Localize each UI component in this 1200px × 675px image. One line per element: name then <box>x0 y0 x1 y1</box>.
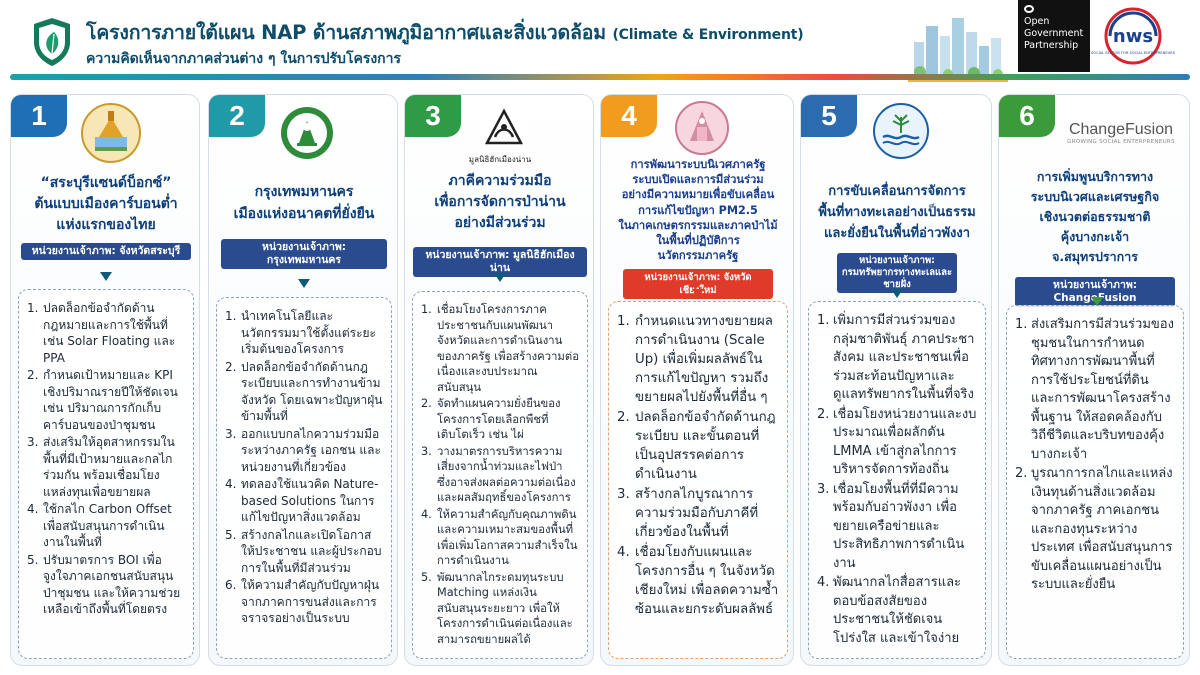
agency-line: หน่วยงานเจ้าภาพ: <box>859 255 935 266</box>
arrow-down-icon <box>692 289 704 298</box>
city-skyline-icon <box>908 12 1008 82</box>
card-title <box>215 181 393 225</box>
list-item: 2. เชื่อมโยงหน่วยงานและงบประมาณเพื่อผลักดัน LMMA เข้าสู่กลไกการบริหารจัดการท้องถิ่น <box>817 406 977 477</box>
card-number: 3 <box>405 95 461 137</box>
list-item: 4. ให้ความสำคัญกับคุณภาพดินและความเหมาะสมของพื้นที่ เพื่อเพิ่มโอกาสความสำเร็จในการดำเนินงาน <box>421 507 578 567</box>
list-item: 1. เชื่อมโยงโครงการภาคประชาชนกับแผนพัฒนาจังหวัดและการดำเนินงานของภาครัฐ เพื่อสร้างความต่อเนื่องและงบประมาณสนับสนุน <box>421 303 579 394</box>
card-title-line: การพัฒนาระบบนิเวศภาครัฐ <box>630 158 766 171</box>
agency-badge: หน่วยงานเจ้าภาพ: ChangeFusion <box>1015 277 1175 307</box>
list-item: 2. ปลดล็อกข้อจำกัดด้านกฎระเบียบและการทำงานข้ามจังหวัด โดยเฉพาะปัญหาฝุ่นข้ามพื้นที่ <box>225 359 383 423</box>
recommendation-list <box>608 301 788 659</box>
card-title-line: นวัตกรรมภาครัฐ <box>657 249 739 263</box>
page-subtitle: ความคิดเห็นจากภาคส่วนต่าง ๆ ในการปรับโครงการ <box>86 51 402 67</box>
list-item: 4. เชื่อมโยงกับแผนและโครงการอื่น ๆ ในจังหวัดเชียงใหม่ เพื่อลดความซ้ำซ้อนและยกระดับผลลัพธ์ <box>617 545 779 617</box>
card-title-line: เชิงนวตต่อธรรมชาติ <box>1039 209 1151 224</box>
card-number: 2 <box>209 95 265 137</box>
card-title-line: ในพื้นที่ปฏิบัติการ <box>656 234 740 248</box>
card-title-line: “สระบุรีแซนด์บ็อกซ์” <box>40 175 172 191</box>
header-divider <box>10 74 1190 80</box>
ogp-mark-icon <box>1024 5 1034 13</box>
recommendation-list <box>808 301 986 659</box>
arrow-down-icon <box>298 279 310 288</box>
arrow-down-icon <box>494 273 506 282</box>
card-title-line: ต้นแบบเมืองคาร์บอนต่ำ <box>34 196 178 212</box>
list-item: 4. ใช้กลไก Carbon Offset เพื่อสนับสนุนการดำเนินงานในพื้นที่ <box>27 502 172 549</box>
header <box>0 0 1200 88</box>
project-card-1 <box>10 94 200 666</box>
changefusion-logo-text: ChangeFusion <box>1068 121 1174 138</box>
card-title-line: ในภาคเกษตรกรรมและภาคป่าไม้ <box>618 218 778 232</box>
nws-logo-text: nws <box>1112 26 1154 47</box>
card-title-line: และยั่งยืนในพื้นที่อ่าวพังงา <box>823 226 971 241</box>
list-item: 6. ให้ความสำคัญกับปัญหาฝุ่นจากภาคการขนส่งและการจราจรอย่างเป็นระบบ <box>225 578 380 625</box>
bangkok-seal-icon <box>279 105 335 161</box>
list-item: 1. นำเทคโนโลยีและนวัตกรรมมาใช้ตั้งแต่ระยะเริ่มต้นของโครงการ <box>225 309 376 356</box>
card-title-line: ระบบเปิดและการมีส่วนร่วม <box>632 173 764 187</box>
card-title-line: เมืองแห่งอนาคตที่ยั่งยืน <box>233 206 375 222</box>
card-number: 6 <box>999 95 1055 137</box>
project-card-3 <box>404 94 594 666</box>
list-item: 2. ปลดล็อกข้อจำกัดด้านกฎระเบียบ และขั้นตอนที่เป็นอุปสรรคต่อการดำเนินงาน <box>617 410 776 482</box>
title-en: (Climate & Environment) <box>612 27 804 43</box>
list-item: 3. วางมาตรการบริหารความเสี่ยงจากน้ำท่วมและไฟป่า ซึ่งอาจส่งผลต่อความต่อเนื่องและผลสัมฤทธิ์ของโครงการ <box>421 444 576 504</box>
list-item: 4. ทดลองใช้แนวคิด Nature-based Solutions ในการแก้ไขปัญหาสิ่งแวดล้อม <box>225 477 379 524</box>
list-item: 5. พัฒนากลไกระดมทุนระบบ Matching แหล่งเงินสนับสนุนระยะยาว เพื่อให้โครงการดำเนินต่อเนื่องและสามารถขยายผลได้ <box>421 570 573 646</box>
recommendation-list <box>412 291 588 659</box>
arrow-down-icon <box>891 289 903 298</box>
shield-leaf-icon <box>30 16 74 68</box>
card-title-line: การเพิ่มพูนบริการทาง <box>1036 169 1154 184</box>
agency-badge: หน่วยงานเจ้าภาพ: จังหวัดสระบุรี <box>21 243 191 260</box>
card-number: 5 <box>801 95 857 137</box>
card-number: 1 <box>11 95 67 137</box>
list-item: 3. สร้างกลไกบูรณาการความร่วมมือกับภาคีที่เกี่ยวข้องในพื้นที่ <box>617 487 759 540</box>
project-card-4 <box>600 94 794 666</box>
nws-tagline: SOCIAL SECTOR FOR SOCIAL ENTREPRENEURS <box>1090 51 1176 55</box>
changefusion-tagline: GROWING SOCIAL ENTERPRENEURS <box>1067 139 1175 145</box>
arrow-down-icon <box>100 272 112 281</box>
card-title <box>807 181 987 244</box>
card-number: 4 <box>601 95 657 137</box>
agency-line: กรมทรัพยากรทางทะเลและชายฝั่ง <box>841 267 953 290</box>
card-title-line: เพื่อการจัดการป่าน่าน <box>434 194 566 210</box>
card-title-line: จ.สมุทรปราการ <box>1052 249 1138 264</box>
card-title <box>17 173 195 236</box>
list-item: 1. ส่งเสริมการมีส่วนร่วมของชุมชนในการกำหนดทิศทางการพัฒนาพื้นที่ การใช้ประโยชน์ที่ดิน และการพัฒนาโครงสร้างพื้นฐาน ให้สอดคล้องกับวิถีชีวิตและบริบทของคุ้งบางกะเจ้า <box>1015 317 1174 462</box>
card-title-line: อย่างมีความหมายเพื่อขับเคลื่อน <box>621 188 775 202</box>
list-item: 1. ปลดล็อกข้อจำกัดด้านกฎหมายและการใช้พื้นที่ เช่น Solar Floating และ PPA <box>27 301 176 365</box>
card-title-line: คุ้งบางกะเจ้า <box>1060 229 1130 244</box>
list-item: 5. ปรับมาตรการ BOI เพื่อจูงใจภาคเอกชนสนับสนุนป่าชุมชน และให้ความช่วยเหลือเข้าถึงพื้นที่โดยตรง <box>27 552 181 616</box>
list-item: 2. จัดทำแผนความยั่งยืนของโครงการโดยเลือกพืชที่เติบโตเร็ว เช่น ไผ่ <box>421 397 561 441</box>
page-title <box>86 17 803 48</box>
ogp-logo-text: Open Government Partnership <box>1024 16 1084 51</box>
card-title <box>1005 167 1185 267</box>
card-title-line: ภาคีความร่วมมือ <box>448 173 552 189</box>
list-item: 2. กำหนดเป้าหมายและ KPI เชิงปริมาณรายปีให้ชัดเจน เช่น ปริมาณการกักเก็บคาร์บอนของป่าชุมชน <box>27 368 178 432</box>
ogp-logo <box>1018 0 1090 72</box>
card-title-line: พื้นที่ทางทะเลอย่างเป็นธรรม <box>818 205 976 220</box>
saraburi-seal-icon <box>81 103 141 163</box>
list-item: 1. เพิ่มการมีส่วนร่วมของกลุ่มชาติพันธุ์ ภาคประชาสังคม และประชาชนเพื่อร่วมสะท้อนปัญหาและดูแลทรัพยากรในพื้นที่จริง <box>817 313 975 402</box>
logo-caption: มูลนิธิฮักเมืองน่าน <box>468 155 532 164</box>
card-title-line: อย่างมีส่วนร่วม <box>454 215 546 231</box>
agency-badge: หน่วยงานเจ้าภาพ: กรุงเทพมหานคร <box>221 239 387 269</box>
recommendation-list <box>1006 305 1184 659</box>
list-item: 2. บูรณาการกลไกและแหล่งเงินทุนด้านสิ่งแวดล้อมจากภาครัฐ ภาคเอกชน และกองทุนระหว่างประเทศ เพื่อสนับสนุนการขับเคลื่อนแผนอย่างเป็นระบบและยั่งยืน <box>1015 466 1173 592</box>
list-item: 3. ออกแบบกลไกความร่วมมือระหว่างภาครัฐ เอกชน และหน่วยงานที่เกี่ยวข้อง <box>225 426 381 474</box>
card-title-line: กรุงเทพมหานคร <box>254 184 354 200</box>
card-title-line: ระบบนิเวศและเศรษฐกิจ <box>1030 189 1160 204</box>
list-item: 4. พัฒนากลไกสื่อสารและตอบข้อสงสัยของประชาชนให้ชัดเจน โปร่งใส และเข้าใจง่าย <box>817 575 962 646</box>
chiangmai-seal-icon <box>675 101 729 155</box>
card-title <box>607 157 789 263</box>
project-card-2 <box>208 94 398 666</box>
title-thai: โครงการภายใต้แผน NAP ด้านสภาพภูมิอากาศและสิ่งแวดล้อม <box>86 21 606 44</box>
list-item: 3. ส่งเสริมให้อุตสาหกรรมในพื้นที่มีเป้าหมายและกลไกร่วมกัน พร้อมเชื่อมโยงแหล่งทุนเพื่อขยายผล <box>27 435 175 499</box>
card-title-line: การแก้ไขปัญหา PM2.5 <box>638 203 758 217</box>
recommendation-list <box>18 289 194 659</box>
list-item: 5. สร้างกลไกและเปิดโอกาสให้ประชาชน และผู้ประกอบการในพื้นที่มีส่วนร่วม <box>225 527 382 575</box>
nws-logo <box>1090 6 1176 68</box>
list-item: 1. กำหนดแนวทางขยายผลการดำเนินงาน (Scale Up) เพื่อเพิ่มผลลัพธ์ในการแก้ไขปัญหา รวมถึงขยายผลไปยังพื้นที่อื่น ๆ <box>617 314 773 405</box>
agency-badge: หน่วยงานเจ้าภาพ: มูลนิธิฮักเมืองน่าน <box>413 247 587 277</box>
agency-badge <box>837 253 957 293</box>
card-title-line: การขับเคลื่อนการจัดการ <box>828 184 966 199</box>
nan-foundation-icon <box>479 103 529 153</box>
list-item: 3. เชื่อมโยงพื้นที่ที่มีความพร้อมกับอ่าวพังงา เพื่อขยายเครือข่ายและประสิทธิภาพการดำเนินงาน <box>817 481 965 571</box>
recommendation-list <box>216 297 392 659</box>
agency-badge: หน่วยงานเจ้าภาพ: จังหวัดเชียงใหม่ <box>623 269 773 299</box>
card-title <box>411 171 589 234</box>
project-card-5 <box>800 94 992 666</box>
changefusion-logo <box>1057 121 1185 145</box>
card-title-line: แห่งแรกของไทย <box>56 217 156 233</box>
project-card-6 <box>998 94 1190 666</box>
marine-department-icon <box>873 103 929 159</box>
